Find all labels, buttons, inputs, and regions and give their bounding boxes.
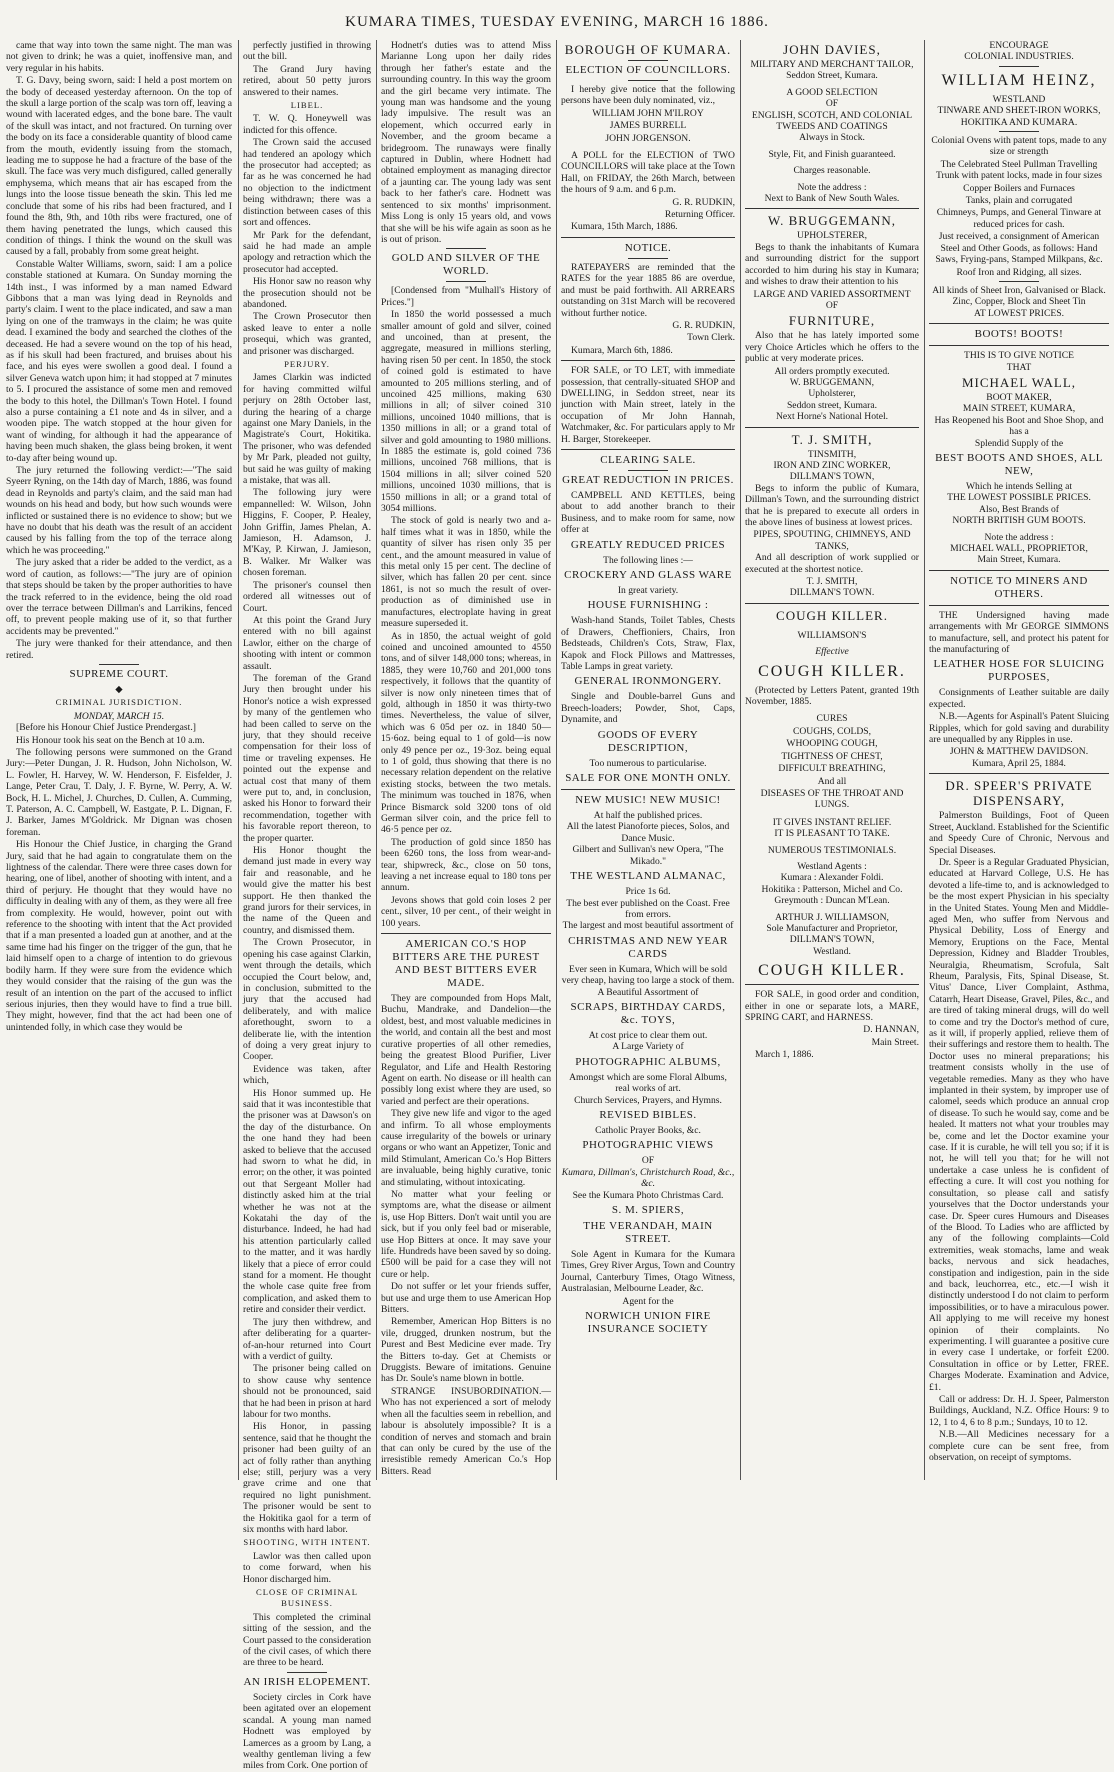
- ad-line: Charges reasonable.: [793, 165, 871, 177]
- article-paragraph: Evidence was taken, after which,: [243, 1063, 371, 1087]
- article-paragraph: Constable Walter Williams, sworn, said: I am a police constable stationed at Kumara. On Sunday morning the 14th inst., I was informed by a man named Edward Gibbons that a man was lying dead in Reynolds and party's claim. I went to the place indicated, and saw a man lying on one of the tramways in the claim; he was quite dead. I examined the body and searched the clothes of the deceased. He had a severe wound on the top of his head, as if his skull had been fractured, and bruises about his face, and his eyes were swollen a good deal. I found a silver Geneva watch upon him; it had stopped at 7 minutes to 5. I procured the assistance of some men and removed the body to this hotel, the Dillman's Town Hotel. I found also a purse containing a £1 note and 4s in silver, and a wooden pipe. The watch stopped at the hour given for want of winding, for although it had the appearance of having been much shaken, the glass being broken, it went to-day after being wound up.: [6, 258, 232, 464]
- ad-heading: NOTICE.: [624, 241, 672, 254]
- signature: ARTHUR J. WILLIAMSON,: [775, 911, 889, 923]
- ad-subheading: HOUSE FURNISHING :: [587, 599, 709, 612]
- ad-line: DILLMAN'S TOWN,: [789, 471, 875, 483]
- ad-line: Seddon street, Kumara.: [786, 399, 878, 411]
- ad-subheading: ELECTION OF COUNCILLORS.: [565, 64, 731, 76]
- ad-line: Note the address :: [797, 181, 867, 193]
- ad-subheading: FURNITURE,: [788, 313, 876, 329]
- nominee-list: [561, 108, 735, 144]
- divider: [745, 984, 919, 985]
- ad-heading: CLEARING SALE.: [600, 453, 696, 466]
- signature: G. R. RUDKIN,: [672, 319, 735, 331]
- divider: [446, 281, 486, 282]
- ad-line: LARGE AND VARIED ASSORTMENT: [753, 288, 911, 300]
- divider: [999, 66, 1039, 67]
- ad-line: Westland.: [813, 945, 851, 957]
- product-item: Copper Boilers and Furnaces: [963, 182, 1075, 194]
- divider: [446, 248, 486, 249]
- ad-line: Agent for the: [622, 1295, 674, 1307]
- ad-paragraph: FOR SALE, in good order and condition, either in one or separate lots, a MARE, SPRING CART, and HARNESS.: [745, 989, 919, 1023]
- ad-paragraph: Dr. Speer is a Regular Graduated Physician, educated at Harvard College, U.S. He has devoted a life-time to, and is acknowledged to be the most expert Physician in his specialty in the United States. Young Men and Middle-aged Men, who suffer from Nervous and Physical Debility, Loss of Energy and Memory, Eruptions on the Face, Mental Depression, Kidney and Bladder Troubles, Neuralgia, Rheumatism, Scrofula, Salt Rheum, Paralysis, Fits, Spinal Disease, St. Vitus' Dance, Liver Complaint, Asthma, Catarrh, Heart Disease, Gravel, Piles, &c., and are tired of taking mineral drugs, will do well to come and try the Doctor's method of cure, as it will, if properly applied, relieve them of their sufferings and restore them to health. The Doctor uses no mineral preparations; his treatment consists wholly in the use of vegetable remedies. Many as they who have implanted in their system, by improper use of calomel, seeds which produce an annual crop of disease. To such he would say, come and be healed. It matters not what your troubles may be, come and let the Doctor examine your case. If it is curable, he will tell you so; if it is not, he will tell you that; for he will not undertake a case unless he is confident of effecting a cure. It will cost you nothing for consultation, so please call and satisfy yourselves that the Doctor understands your case. Dr. Speer cures Humours and Diseases of the Blood. To Ladies who are afflicted by any of the following complaints—Cold extremities, weak stomachs, lame and weak backs, nervous and sick headaches, constipation and indigestion, pain in the side and back, leuchorrea, etc., etc.—I wish it distinctly understood I do not claim to perform impossibilities, or to have a miraculous power. All applying to me will receive my honest opinion of their complaints. No experimenting. I will guarantee a positive cure in every case I undertake, or forfeit £200. Consultation in office or by Letter, FREE. Charges Moderate. Examination and Advice, £1.: [929, 856, 1109, 1393]
- cure-item: DISEASES OF THE THROAT AND LUNGS.: [760, 787, 904, 811]
- ad-line: Also, Best Brands of: [979, 503, 1059, 515]
- signature: W. BRUGGEMANN,: [789, 376, 875, 388]
- ad-line: THE LOWEST POSSIBLE PRICES.: [947, 492, 1091, 504]
- subheading: LIBEL.: [290, 100, 324, 111]
- product-item: Just received, a consignment of American Steel and Other Goods, as follows: Hand Saws, Frying-pans, Stamped Milkpans, &c.: [935, 231, 1103, 266]
- column-rule: [238, 40, 239, 1480]
- masthead: KUMARA TIMES, TUESDAY EVENING, MARCH 16 1886.: [345, 14, 769, 30]
- article-paragraph: The prisoner being called on to show cause why sentence should not be pronounced, said that he had been in prison at hard labour for two months.: [243, 1363, 371, 1420]
- ad-line: ENCOURAGE: [989, 40, 1049, 51]
- ad-subheading: THE WESTLAND ALMANAC,: [570, 870, 726, 883]
- divider: [561, 237, 735, 238]
- ad-line: Style, Fit, and Finish guaranteed.: [768, 148, 896, 160]
- ad-subheading: PHOTOGRAPHIC ALBUMS,: [575, 1055, 721, 1068]
- product-item: The Celebrated Steel Pullman Travelling Trunk with patent locks, made in four sizes: [936, 158, 1102, 182]
- divider: [561, 449, 735, 450]
- divider: [929, 345, 1109, 346]
- ad-line: NUMEROUS TESTIMONIALS.: [767, 844, 897, 856]
- ad-paragraph: Sole Agent in Kumara for the Kumara Times, Grey River Argus, Town and Country Journal, Canterbury Times, Otago Witness, Australasian, Melbourne Leader, &c.: [561, 1249, 735, 1295]
- nominee: WILLIAM JOHN M'ILROY: [592, 107, 704, 119]
- divider: [561, 360, 735, 361]
- article-paragraph: In 1850 the world possessed a much smaller amount of gold and silver, coined and uncoined, than at present, the aggregate, measured in millions sterling, having risen 50 per cent. In 1850, the stock of coined gold is estimated to have amounted to 205 millions sterling, and of uncoined 425 millions, making 630 millions in all; of silver coined 310 millions, uncoined 1040 millions, that is 1350 millions in all; or a grand total of silver and gold amounting to 1980 millions. In 1885 the estimate is, gold coined 736 millions, uncoined 768 millions, that is 1504 millions in all; silver coined 520 millions, uncoined 1030 millions, that is 1550 millions in all; or a grand total of 3054 millions.: [381, 309, 551, 515]
- cures-list: [745, 726, 919, 811]
- product-item: Roof Iron and Ridging, all sizes.: [956, 266, 1082, 278]
- ad-line: Amongst which are some Floral Albums, real works of art.: [569, 1071, 727, 1095]
- signature: G. R. RUDKIN,: [672, 196, 735, 208]
- product-list: [929, 135, 1109, 278]
- ad-line: HOKITIKA AND KUMARA.: [960, 116, 1078, 128]
- ad-line: At cost price to clear them out.: [588, 1029, 708, 1041]
- ad-subheading: CHRISTMAS AND NEW YEAR CARDS: [568, 934, 728, 960]
- ad-paragraph: Single and Double-barrel Guns and Breech-loaders; Powder, Shot, Caps, Dynamite, and: [561, 691, 735, 726]
- ad-heading: WILLIAM HEINZ,: [941, 71, 1097, 89]
- ad-paragraph: I hereby give notice that the following persons have been duly nominated, viz.,: [561, 84, 735, 107]
- ad-heading: W. BRUGGEMANN,: [768, 213, 896, 229]
- article-paragraph: The following persons were summoned on the Grand Jury:—Peter Dungan, J. R. Hudson, John Nicholson, W. L. Fowler, H. Harvey, W. W. Henderson, F. Eisfelder, J. Lange, Peter Crau, T. Daly, J. F. Byrne, W. Perry, A. W. Bock, H. L. Michel, J. Churches, D. Cullen, A. Cumming, T. Paterson, A. C. Campbell, W. Eastgate, P. L. Dignan, F. J. Barker, James M'Goldrick. Mr Dignan was chosen foreman.: [6, 746, 232, 838]
- dateline: MONDAY, MARCH 15.: [73, 710, 165, 722]
- article-paragraph: perfectly justified in throwing out the bill.: [243, 40, 371, 63]
- divider: [929, 605, 1109, 606]
- ad-subheading: THE VERANDAH, MAIN STREET.: [583, 1220, 713, 1245]
- product-item: Chimneys, Pumps, and General Tinware at reduced prices for cash.: [936, 207, 1102, 230]
- ad-line: Westland Agents :: [797, 860, 867, 872]
- ad-line: Next to Bank of New South Wales.: [764, 193, 900, 205]
- article-paragraph: The production of gold since 1850 has been 6260 tons, the loss from wear-and-tear, shipwreck, &c., close on 50 tons, leaving a net increase equal to 180 tons per annum.: [381, 836, 551, 894]
- agent-line: Greymouth : Duncan M'Lean.: [774, 895, 890, 907]
- ad-heading: COUGH KILLER.: [776, 607, 888, 623]
- ad-line: COLONIAL INDUSTRIES.: [964, 51, 1074, 63]
- ad-subheading: S. M. SPIERS,: [611, 1204, 685, 1216]
- ad-heading: BOROUGH OF KUMARA.: [564, 42, 732, 57]
- ad-subheading: COUGH KILLER.: [758, 662, 906, 680]
- nominee: JAMES BURRELL: [609, 120, 687, 132]
- article-paragraph: The following jury were empannelled: W. Wilson, John Higgins, F. Cooper, P. Healey, John Griffin, James Phelan, A. Jamieson, H. Adamson, J. M'Kay, P. Kirwan, J. Jamieson, B. Walker. Mr Walker was chosen foreman.: [243, 487, 371, 579]
- ad-heading: GREAT REDUCTION IN PRICES.: [562, 473, 734, 486]
- article-paragraph: The Crown Prosecutor then asked leave to enter a nolle prosequi, which was granted, and prisoner was discharged.: [243, 311, 371, 357]
- ad-line: Sole Manufacturer and Proprietor,: [766, 922, 898, 934]
- divider: [287, 1672, 327, 1673]
- ad-line: Note the address :: [984, 531, 1054, 543]
- signature-title: Returning Officer.: [664, 209, 735, 221]
- agent-line: Hokitika : Patterson, Michel and Co.: [761, 883, 903, 895]
- column-rule: [740, 40, 741, 1480]
- ad-heading: BOOTS! BOOTS!: [974, 328, 1064, 341]
- article-paragraph: Mr Park for the defendant, said he had made an ample apology and retraction which the prosecutor had accepted.: [243, 229, 371, 275]
- ad-line: ENGLISH, SCOTCH, AND COLONIAL TWEEDS AND COATINGS: [751, 109, 913, 133]
- article-paragraph: James Clarkin was indicted for having committed wilful perjury on 28th October last, during the hearing of a charge against one Mary Daniels, in the Magistrate's Court, Hokitika. The prisoner, who was defended by Mr Park, pleaded not guilty, but said he was guilty of making a mistake, that was all.: [243, 372, 371, 487]
- article-paragraph: [Before his Honour Chief Justice Prendergast.]: [16, 722, 196, 734]
- ad-paragraph: And all description of work supplied or executed at the shortest notice.: [745, 552, 919, 575]
- ad-line: See the Kumara Photo Christmas Card.: [572, 1189, 724, 1201]
- ad-paragraph: No matter what your feeling or symptoms are, what the disease or ailment is, use Hop Bitters. Don't wait until you are sick, but if you only feel bad or miserable, use Hop Bitters at once. It may save your life. Hundreds have been saved by so doing. £500 will be paid for a case they will not cure or help.: [381, 1188, 551, 1280]
- ad-line: All kinds of Sheet Iron, Galvanised or Black.: [932, 284, 1106, 296]
- article-paragraph: Society circles in Cork have been agitated over an elopement scandal. A young man named Hodnett was employed by Lamerces as a groom by Lang, a wealthy gentleman living a few miles from Cork. One portion of: [243, 1691, 371, 1772]
- ad-paragraph: Palmerston Buildings, Foot of Queen Street, Auckland. Established for the Scientific and Speedy Cure of Chronic, Nervous and Special Diseases.: [929, 810, 1109, 856]
- ad-paragraph: Begs to thank the inhabitants of Kumara and surrounding district for the support accorded to him during his stay in Kumara; and wishes to draw their attention to his: [745, 241, 919, 288]
- ad-line: Catholic Prayer Books, &c.: [595, 1124, 701, 1136]
- ad-line: Zinc, Copper, Block and Sheet Tin: [952, 296, 1086, 308]
- article-paragraph: This completed the criminal sitting of the session, and the Court passed to the consideration of the civil cases, of which there are three to be heard.: [243, 1611, 371, 1669]
- signature: JOHN & MATTHEW DAVIDSON.: [949, 746, 1089, 758]
- ad-line: TINSMITH,: [807, 448, 857, 460]
- ad-line: Which he intends Selling at: [965, 480, 1073, 492]
- ad-paragraph: Begs to inform the public of Kumara, Dillman's Town, and the surrounding district that he is prepared to execute all orders in the above lines of business at lowest prices.: [745, 482, 919, 528]
- dateline: Kumara, 15th March, 1886.: [571, 221, 678, 233]
- column-rule: [924, 40, 925, 1480]
- cure-item: And all: [817, 775, 847, 787]
- agent-line: Kumara : Alexander Foldi.: [780, 872, 884, 884]
- source-note: [Condensed from "Mulhall's History of Prices."]: [381, 285, 551, 308]
- ad-line: CURES: [816, 713, 848, 725]
- article-paragraph: At this point the Grand Jury entered with no bill against Lawlor, either on the charge of shooting with intent or common assault.: [243, 614, 371, 672]
- ad-line: Upholsterer,: [808, 388, 856, 400]
- article-paragraph: The jury then withdrew, and after deliberating for a quarter-of-an-hour returned into Court with a verdict of guilty.: [243, 1316, 371, 1362]
- ad-line: The best ever published on the Coast. Free from errors.: [566, 897, 730, 920]
- ad-subheading: REVISED BIBLES.: [599, 1108, 697, 1121]
- ad-line: Price 1s 6d.: [625, 886, 671, 898]
- subheading: SHOOTING, WITH INTENT.: [243, 1537, 371, 1548]
- column-notices: [561, 40, 735, 1480]
- ad-line: PIPES, SPOUTING, CHIMNEYS, AND TANKS,: [753, 529, 911, 552]
- divider: [929, 323, 1109, 324]
- cure-item: DIFFICULT BREATHING,: [778, 763, 886, 775]
- product-item: Colonial Ovens with patent tops, made to any size or strength: [931, 135, 1107, 158]
- ad-paragraph: Remember, American Hop Bitters is no vile, drugged, drunken nostrum, but the Purest and Best Medicine ever made. Try the Bitters to-day. Get at Chemists or Druggists. Beware of imitations. Genuine has Dr. Soule's name blown in bottle.: [381, 1316, 551, 1385]
- article-paragraph: The foreman of the Grand Jury then brought under his Honor's notice a wish expressed by many of the gentlemen who had been called to serve on the jury, that they should receive compensation for their loss of time or traveling expenses. He pointed out the expense and actual cost that many of them were put to, and, in conclusion, asked his Honor to forward their recommendation, together with his favorable report thereon, to the proper quarter.: [243, 672, 371, 844]
- ad-line: Church Services, Prayers, and Hymns.: [574, 1094, 722, 1106]
- section-heading: SUPREME COURT.: [69, 667, 169, 680]
- divider: [628, 258, 668, 259]
- ad-subheading: PHOTOGRAPHIC VIEWS: [582, 1139, 714, 1152]
- dateline: Kumara, April 25, 1884.: [972, 757, 1066, 769]
- ad-subheading: SCRAPS, BIRTHDAY CARDS, &c. TOYS,: [570, 1000, 726, 1026]
- divider: [381, 933, 551, 934]
- ad-paragraph: A POLL for the ELECTION of TWO COUNCILLORS will take place at the Town Hall, on FRIDAY, the 26th March, between the hours of 9 a.m. and 6 p.m.: [561, 150, 735, 196]
- article-paragraph: His Honor, in passing sentence, said that he thought the prisoner had been guilty of an act of folly rather than anything else; still, perjury was a very grave crime and one that required no light punishment. The prisoner would be sent to the Hokitika gaol for a term of six months with hard labor.: [243, 1421, 371, 1535]
- column-rule: [376, 40, 377, 1480]
- ad-heading: DR. SPEER'S PRIVATE DISPENSARY,: [945, 778, 1093, 809]
- subheading: PERJURY.: [284, 358, 330, 369]
- article-paragraph: The Crown said the accused had tendered an apology which the prosecutor had accepted; as far as he was concerned he had no objection to the indictment being withdrawn; there was a distinction between cases of this sort and offences.: [243, 137, 371, 229]
- column-ads: [745, 40, 919, 1480]
- article-paragraph: The stock of gold is nearly two and a-half times what it was in 1850, while the quantity of silver has risen only 35 per cent., and the amount measured in value of this metal only 15 per cent. The decline of silver, which has fallen 20 per cent. since 1861, is not so much the result of over-production as of diminished use in manufactures, electroplate having in great measure superseded it.: [381, 515, 551, 630]
- subheading: CLOSE OF CRIMINAL BUSINESS.: [256, 1587, 358, 1609]
- ad-line: Has Reopened his Boot and Shoe Shop, and has a: [934, 414, 1104, 438]
- ad-heading: NEW MUSIC! NEW MUSIC!: [575, 794, 721, 807]
- article-paragraph: Hodnett's duties was to attend Miss Marianne Long upon her daily rides through her father's estate and the surrounding country. In this way the groom and the girl became very intimate. The young man was handsome and the young lady impulsive. The result was an elopement, which occurred early in November, and the groom became a bridegroom. The runaways were finally captured in Dublin, where Hodnett had obtained employment as managing director of a jaunting car. The young lady was sent back to her father's care. Hodnett was sentenced to six months' imprisonment. Miss Long is only 15 years old, and vows that she will be his wife again as soon as he is out of prison.: [381, 40, 551, 245]
- column-rule: [556, 40, 557, 1480]
- section-heading: GOLD AND SILVER OF THE WORLD.: [391, 252, 541, 278]
- ad-line: Too numerous to particularise.: [589, 757, 707, 769]
- article-paragraph: Lawlor was then called upon to come forward, when his Honor discharged him.: [243, 1550, 371, 1585]
- ad-line: At half the published prices.: [593, 810, 703, 822]
- column-ads-right: [929, 40, 1109, 1480]
- ad-subheading: CROCKERY AND GLASS WARE: [564, 569, 732, 581]
- ad-subheading: COUGH KILLER.: [758, 962, 906, 980]
- article-paragraph: His Honor summed up. He said that it was incontestible that the prisoner was at Dawson's on the day of the disturbance. On the one hand they had been asked to believe that the accused had sworn to what he did, in error; on the other, it was pointed out that Sergeant Moller had distinctly asked him at the trial whether he was not at the Kokatahi the day of the disturbance. Indeed, he had had his attention particularly called to the matter, and it was hardly likely that a piece of error could stand for a moment. He thought the whole case quite free from complication, and asked them to retire and consider their verdict.: [243, 1087, 371, 1316]
- ad-subheading: GENERAL IRONMONGERY.: [574, 675, 722, 688]
- cure-item: COUGHS, COLDS,: [792, 725, 872, 737]
- article-paragraph: The prisoner's counsel then ordered all witnesses out of Court.: [243, 579, 371, 614]
- signature: T. J. SMITH,: [806, 576, 858, 588]
- divider: [745, 603, 919, 604]
- ad-line: Kumara, Dillman's, Christchurch Road, &c., &c.: [561, 1166, 735, 1190]
- ad-heading: AMERICAN CO.'S HOP BITTERS ARE THE PUREST AND BEST BITTERS EVER MADE.: [392, 938, 540, 990]
- ad-line: THAT: [1006, 361, 1032, 373]
- ad-line: In great variety.: [617, 585, 679, 596]
- ad-heading: NOTICE TO MINERS AND OTHERS.: [950, 574, 1088, 600]
- ad-line: DILLMAN'S TOWN.: [789, 587, 875, 599]
- ad-line: UPHOLSTERER,: [796, 230, 868, 242]
- article-paragraph: The Crown Prosecutor, in opening his case against Clarkin, went through the details, which occupied the Court below, and, in conclusion, submitted to the jury that the accused had deliberately, and with malice aforethought, sworn to a deliberate lie, with the intention of doing a very great injury to Cooper.: [243, 937, 371, 1063]
- article-paragraph: The Grand Jury having retired, about 50 petty jurors answered to their names.: [243, 63, 371, 98]
- ad-line: The largest and most beautiful assortment of: [562, 920, 734, 932]
- ad-subheading: SALE FOR ONE MONTH ONLY.: [565, 772, 731, 785]
- column-court-cont: [243, 40, 371, 1772]
- divider: [745, 208, 919, 209]
- divider: [628, 60, 668, 61]
- dateline: March 1, 1886.: [755, 1049, 814, 1061]
- ad-paragraph: Call or address: Dr. H. J. Speer, Palmerston Buildings, Auckland, N.Z. Office Hours: 9 to 12, 1 to 4, 6 to 8 p.m.; Sundays, 10 to 12.: [929, 1394, 1109, 1428]
- ad-paragraph: STRANGE INSUBORDINATION.—Who has not experienced a sort of melody when all the faculties seem in rebellion, and labour is absolutely impossible? It is a condition of nerves and stomach and brain that can only be cured by the use of the irresistible remedy American Co.'s Hop Bitters. Read: [381, 1385, 551, 1477]
- divider: [929, 773, 1109, 774]
- divider: [999, 131, 1039, 132]
- ad-line: Always in Stock.: [799, 132, 865, 144]
- ad-line: All the latest Pianoforte pieces, Solos, and Dance Music.: [566, 821, 730, 844]
- ad-line: OF: [825, 299, 839, 311]
- ad-subheading: MICHAEL WALL,: [961, 374, 1077, 390]
- ad-line: Gilbert and Sullivan's new Opera, "The Mikado.": [572, 844, 724, 867]
- ad-subheading: BEST BOOTS AND SHOES, ALL NEW,: [935, 451, 1103, 477]
- ad-subheading: GOODS OF EVERY DESCRIPTION,: [597, 728, 699, 754]
- ad-line: MAIN STREET, KUMARA,: [962, 403, 1076, 415]
- ad-line: TINWARE AND SHEET-IRON WORKS,: [937, 105, 1101, 117]
- ad-line: IRON AND ZINC WORKER,: [773, 459, 891, 471]
- signature-title: Town Clerk.: [687, 332, 735, 344]
- ad-paragraph: Wash-hand Stands, Toilet Tables, Chests of Drawers, Cheffioniers, Chairs, Iron Bedsteads, Children's Cots, Straw, Flax, Kapok and Flock Pillows and Mattresses, Table Lamps in great variety.: [561, 615, 735, 673]
- divider: [745, 427, 919, 428]
- article-paragraph: The jury asked that a rider be added to the verdict, as a word of caution, as follows:—"The jury are of opinion that steps should be taken by the proper authorities to have the track referred to in the evidence, being the old road over the terrace between Dillman's and Larrikins, fenced off, to prevent people making use of it, so that further accidents may be prevented.": [6, 557, 232, 637]
- divider: [99, 664, 139, 665]
- divider: [561, 789, 735, 790]
- ad-line: OF: [641, 1155, 655, 1167]
- divider: [929, 570, 1109, 571]
- article-paragraph: The jury returned the following verdict:—"The said Syeerr Ryning, on the 14th day of March, 1886, was found dead in Reynolds and party's claim, and the said man had wounds on his head and body, but how such wounds were inflicted or sustained there is no evidence to show; but we have no doubt that his death was the result of an accident caused by his falling from the top of the terrace along which he was proceeding.": [6, 465, 232, 556]
- cure-item: WHOOPING COUGH,: [786, 738, 878, 750]
- ad-line: MILITARY AND MERCHANT TAILOR,: [750, 59, 914, 70]
- ad-paragraph: N.B.—All Medicines necessary for a complete cure can be sent free, from observation, on receipt of symptoms.: [929, 1429, 1109, 1464]
- article-paragraph: His Honour the Chief Justice, in charging the Grand Jury, said that he had again to congratulate them on the lightness of the calendar. There were three cases down for hearing, one of libel, another of shooting with intent, and a third of perjury. He thought that they would have no difficulty in dealing with any of them, as they were all free from complexity. He would, however, point out with reference to the shooting with intent that the Act provided that if a man presented a loaded gun at another, and at the same time had his finger on the trigger of the gun, that he laid himself open to a charge of intention to do grievous bodily harm. If they were sure from the evidence which they would consider that the raising of the gun was the result of an intention on the part of the accused to inflict serious injuries, then they would have to find a true bill. They might, however, find that the act had been one of unintended folly, in which case they would be: [6, 839, 232, 1033]
- article-paragraph: T. G. Davy, being sworn, said: I held a post mortem on the body of deceased yesterday afternoon. On the top of the skull a large portion of the scalp was torn off, leaving a wound with lacerated edges, and the bone bare. The vault of the skull was intact, and not fractured. On turning over the body on its face a considerable quantity of blood came from the mouth, evidently issuing from the stomach, leading me to suppose he had a fracture of the base of the skull. The face was very much disfigured, called generally emphysema, which means that air has escaped from the lungs into the loose tissue beneath the skin. This led me conclude that some of his ribs had been fractured, and I found the 8th, 9th, and 10th ribs were fractured, one of them having penetrated the lungs, which caused this condition of things. I think the wound on the skull was caused by a fall, probably from some great height.: [6, 75, 232, 258]
- divider: [628, 470, 668, 471]
- ad-line: All orders promptly executed.: [774, 365, 890, 377]
- section-subheading: CRIMINAL JURISDICTION.: [55, 697, 183, 708]
- article-paragraph: His Honour took his seat on the Bench at 10 a.m.: [16, 734, 205, 746]
- ad-line: A Large Variety of: [612, 1041, 684, 1053]
- ad-line: DILLMAN'S TOWN,: [789, 934, 875, 946]
- cure-item: TIGHTNESS OF CHEST,: [781, 750, 883, 762]
- ad-paragraph: They are compounded from Hops Malt, Buchu, Mandrake, and Dandelion—the oldest, best, and most valuable medicines in the world, and contain all the best and most curative properties of all other remedies, being the greatest Blood Purifier, Liver Regulator, and Life and Health Restoring Agent on earth. No disease or ill health can possibly long exist where they are used, so varied and perfect are their operations.: [381, 993, 551, 1107]
- article-paragraph: Jevons shows that gold coin loses 2 per cent., silver, 10 per cent., of their weight in 100 years.: [381, 894, 551, 929]
- article-paragraph: The jury were thanked for their attendance, and then retired.: [6, 638, 232, 661]
- ad-subheading: NORWICH UNION FIRE INSURANCE SOCIETY: [585, 1310, 711, 1336]
- ornament: ◆: [115, 683, 123, 695]
- ad-line: WESTLAND: [992, 93, 1046, 105]
- signature: MICHAEL WALL, PROPRIETOR,: [950, 543, 1088, 554]
- ad-line: OF: [825, 98, 839, 110]
- ad-line: A GOOD SELECTION: [786, 86, 878, 98]
- column-gold-hop: [381, 40, 551, 1480]
- ad-paragraph: CAMPBELL AND KETTLES, being about to add another branch to their Business, and to make room for same, now offer at: [561, 489, 735, 536]
- dateline: Kumara, March 6th, 1886.: [571, 344, 673, 356]
- column-inquest-court: [6, 40, 232, 1480]
- divider: [628, 80, 668, 81]
- ad-line: Ever seen in Kumara, Which will be sold very cheap, having too large a stock of them.: [561, 963, 735, 987]
- ad-line: AT LOWEST PRICES.: [974, 307, 1064, 319]
- ad-paragraph: Consignments of Leather suitable are daily expected.: [929, 687, 1109, 710]
- ad-paragraph: FOR SALE, or TO LET, with immediate possession, that centrally-situated SHOP and DWELLING, in Seddon street, near its junction with Main street, lately in the occupation of Mr John Hannah, Watchmaker, &c. For particulars apply to Mr H. Barger, Storekeeper.: [561, 365, 735, 445]
- article-paragraph: came that way into town the same night. The man was not given to drink; he was a quiet, inoffensive man, and very regular in his habits.: [6, 40, 232, 74]
- ad-heading: JOHN DAVIES,: [783, 42, 881, 57]
- article-paragraph: His Honor thought the demand just made in every way fair and reasonable, and he would give the matter his best support. He then thanked the grand jurors for their services, in the name of the Queen and country, and dismissed them.: [243, 845, 371, 936]
- ad-line: WILLIAMSON'S: [797, 629, 867, 641]
- ad-line: Seddon Street, Kumara.: [786, 70, 878, 82]
- ad-line: IT GIVES INSTANT RELIEF.: [772, 816, 892, 828]
- article-paragraph: As in 1850, the actual weight of gold coined and uncoined amounted to 4550 tons, and of silver 148,000 tons; whereas, in 1885, they were 10,760 and 201,000 tons respectively, it follows that the quantity of silver is now only nineteen times that of gold, although in 1850 it was thirty-two times. Nevertheless, the value of silver, which was 6 05d per oz. in 1840 50—15·6oz. being equal to 1 of gold—is now only 49 pence per oz., 19·3oz. being equal to 1 of gold, thus showing that there is no necessary relation dependent on the relative existing stocks, between the two metals. The minimum was touched in 1876, when Prince Bismarck sold 3200 tons of old German silver coin, and the price fell to 46·5 pence per oz.: [381, 630, 551, 836]
- ad-subheading: LEATHER HOSE FOR SLUICING PURPOSES,: [933, 658, 1105, 684]
- ad-paragraph: THE Undersigned having made arrangements with Mr GEORGE SIMMONS to manufacture, sell, and protect his patent for the manufacturing of: [929, 609, 1109, 656]
- ad-paragraph: Also that he has lately imported some very Choice Articles which he offers to the public at very moderate prices.: [745, 330, 919, 365]
- ad-line: Main Street, Kumara.: [977, 554, 1061, 566]
- nominee: JOHN JORGENSON.: [605, 132, 691, 144]
- ad-line: Next Horne's National Hotel.: [775, 411, 889, 423]
- ad-line: The following lines :—: [603, 554, 693, 566]
- ad-line: IT IS PLEASANT TO TAKE.: [774, 828, 890, 840]
- ad-line: A Beautiful Assortment of: [597, 986, 699, 998]
- ad-line: THIS IS TO GIVE NOTICE: [964, 350, 1074, 362]
- ad-line: BOOT MAKER,: [986, 391, 1052, 403]
- ad-line: NORTH BRITISH GUM BOOTS.: [952, 515, 1086, 527]
- ad-heading: T. J. SMITH,: [791, 431, 873, 447]
- ad-line: Main Street.: [871, 1036, 919, 1048]
- divider: [999, 281, 1039, 282]
- ad-line: Effective: [815, 646, 849, 658]
- ad-paragraph: RATEPAYERS are reminded that the RATES for the year 1885 86 are overdue, and must be paid forthwith. All ARREARS outstanding on 31st March will be recovered without further notice.: [561, 261, 735, 319]
- article-paragraph: T. W. Q. Honeywell was indicted for this offence.: [243, 113, 371, 136]
- ad-subheading: GREATLY REDUCED PRICES: [570, 538, 726, 551]
- ad-paragraph: (Protected by Letters Patent, granted 19th November, 1885.: [745, 684, 919, 708]
- signature: D. HANNAN,: [863, 1024, 919, 1036]
- ad-paragraph: They give new life and vigor to the aged and infirm. To all whose employments cause irregularity of the bowels or urinary organs or who want an Appetizer, Tonic and mild Stimulant, American Co.'s Hop Bitters are invaluable, being highly curative, tonic and stimulating, without intoxicating.: [381, 1108, 551, 1188]
- ad-line: Splendid Supply of the: [974, 437, 1064, 449]
- section-heading: AN IRISH ELOPEMENT.: [243, 1675, 371, 1688]
- ad-paragraph: Do not suffer or let your friends suffer, but use and urge them to use American Hop Bitters.: [381, 1281, 551, 1316]
- product-item: Tanks, plain and corrugated: [965, 195, 1073, 207]
- ad-paragraph: N.B.—Agents for Aspinall's Patent Sluicing Ripples, which for gold saving and durability are unequalled by any Ripples in use.: [929, 711, 1109, 746]
- article-paragraph: His Honor saw no reason why the prosecution should not be abandoned.: [243, 276, 371, 310]
